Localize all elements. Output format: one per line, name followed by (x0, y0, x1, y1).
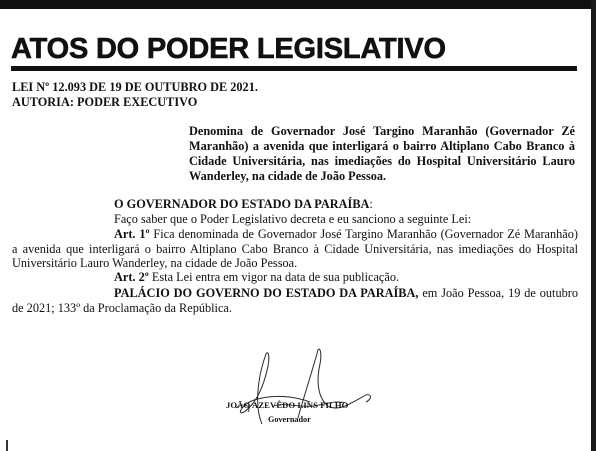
top-border (0, 0, 596, 9)
article-1-label: Art. 1º (114, 227, 150, 241)
article-1 (12, 227, 578, 271)
closing-text: em João Pessoa, 19 de outubro de 2021; 133º da Proclamação da República. (12, 286, 578, 315)
governor-title (114, 197, 373, 212)
law-ementa: Denomina de Governador José Targino Maranhão (Governador Zé Maranhão) a avenida que interligará o bairro Altiplano Cabo Branco à Cidade Universitária, nas imediações do Hospital Universitário Lauro Wanderley, na cidade de João Pessoa. (189, 124, 575, 183)
intro-paragraph: Faço saber que o Poder Legislativo decreta e eu sanciono a seguinte Lei: (114, 212, 472, 226)
article-2-text: Esta Lei entra em vigor na data de sua publicação. (148, 270, 400, 284)
page-edge (591, 0, 596, 451)
governor-title-text: O GOVERNADOR DO ESTADO DA PARAÍBA (114, 197, 370, 211)
article-2-label: Art. 2º (114, 270, 149, 284)
palace-name: PALÁCIO DO GOVERNO DO ESTADO DA PARAÍBA, (114, 286, 419, 300)
law-number: LEI Nº 12.093 DE 19 DE OUTUBRO DE 2021. (12, 80, 258, 94)
heading-underline (11, 66, 577, 71)
signatory-role: Governador (268, 415, 311, 424)
bottom-mark (6, 440, 8, 451)
governor-title-colon: : (369, 197, 373, 211)
signatory-name: JOÃO AZEVÊDO LINS FILHO (226, 400, 349, 410)
article-2 (12, 270, 578, 285)
law-authorship: AUTORIA: PODER EXECUTIVO (12, 95, 198, 109)
article-1-text: Fica denominada de Governador José Targino Maranhão (Governador Zé Maranhão) a avenida que interligará o bairro Altiplano Cabo Branco à Cidade Universitária, nas imediações do Hospital Universitário Lauro Wanderley, na cidade de João Pessoa. (12, 227, 578, 270)
closing-paragraph (12, 286, 578, 315)
section-heading: ATOS DO PODER LEGISLATIVO (11, 33, 446, 65)
handwritten-signature (214, 346, 384, 426)
